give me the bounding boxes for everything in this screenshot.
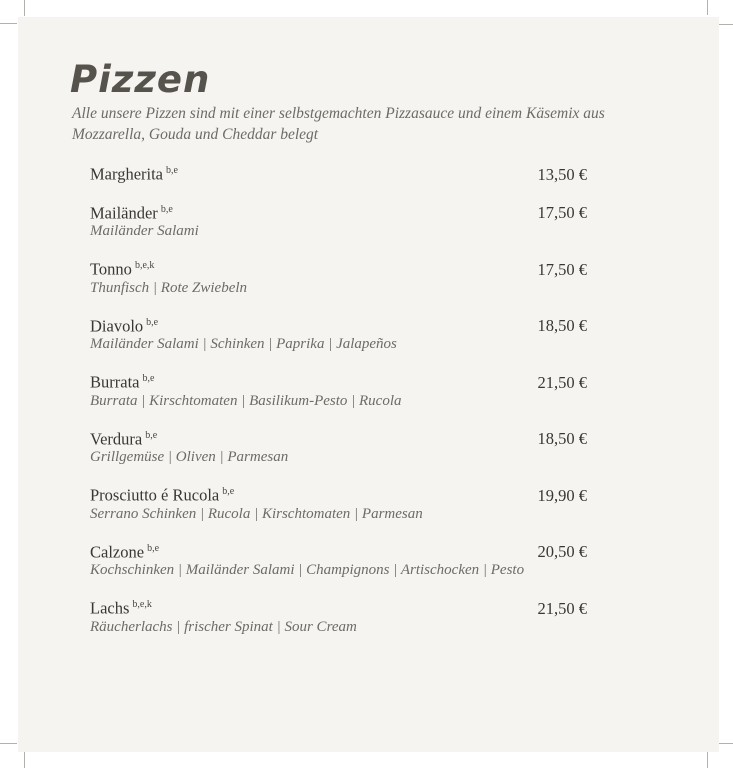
crop-mark-top-right-horizontal: [719, 24, 733, 25]
menu-item-mailaender: [90, 200, 587, 241]
item-price: 20,50 €: [537, 542, 587, 561]
item-allergens: b,e: [142, 373, 155, 384]
menu-item-diavolo: [90, 313, 587, 354]
section-subtitle: [72, 103, 605, 145]
item-price: 19,90 €: [537, 485, 587, 505]
crop-mark-top-right-vertical: [707, 0, 708, 15]
item-name: [90, 595, 152, 618]
crop-mark-bottom-right-vertical: [707, 752, 708, 768]
item-name-text: Calzone: [90, 542, 145, 561]
item-description: Mailänder Salami | Schinken | Paprika | Jalapeños: [90, 336, 397, 352]
item-description: Grillgemüse | Oliven | Parmesan: [90, 449, 289, 465]
crop-mark-bottom-right-horizontal: [719, 743, 733, 744]
menu-item-prosciutto-e-rucola: [90, 482, 587, 523]
item-price: 21,50 €: [537, 372, 587, 392]
menu-item-row: [90, 200, 587, 223]
menu-item-lachs: [90, 595, 587, 636]
section-subtitle-line1: Alle unsere Pizzen sind mit einer selbstgemachten Pizzasauce und einem Käsemix aus: [72, 105, 605, 122]
item-allergens: b,e: [166, 165, 178, 176]
crop-mark-bottom-left-horizontal: [0, 743, 17, 744]
item-allergens: b,e: [222, 486, 235, 497]
item-name-text: Margherita: [90, 164, 164, 184]
item-allergens: b,e: [146, 316, 159, 328]
item-description: Kochschinken | Mailänder Salami | Champignons | Artischocken | Pesto: [90, 562, 525, 578]
item-allergens: b,e: [160, 203, 173, 215]
item-description: Thunfisch | Rote Zwiebeln: [90, 279, 248, 296]
crop-mark-bottom-left-vertical: [24, 752, 25, 768]
item-name-text: Mailänder: [90, 203, 158, 222]
menu-item-row: [90, 426, 587, 449]
item-name: [90, 200, 173, 223]
section-subtitle-line2: Mozzarella, Gouda und Cheddar belegt: [72, 126, 319, 143]
menu-item-row: [90, 369, 587, 392]
item-allergens: b,e,k: [132, 599, 152, 610]
menu-item-row: [90, 256, 587, 279]
menu-list: [90, 161, 587, 652]
menu-item-row: [90, 482, 587, 505]
menu-item-row: [90, 595, 587, 618]
item-name: [90, 256, 154, 279]
menu-item-margherita: [90, 161, 587, 184]
item-name-text: Prosciutto é Rucola: [90, 485, 220, 505]
item-price: 18,50 €: [537, 316, 587, 335]
crop-mark-top-left-vertical: [24, 0, 25, 16]
menu-item-row: [90, 161, 587, 184]
item-name-text: Tonno: [90, 259, 132, 279]
menu-item-row: [90, 313, 587, 336]
item-price: 17,50 €: [537, 203, 587, 222]
item-price: 17,50 €: [537, 259, 587, 279]
item-name: [90, 313, 158, 336]
section-title: Pizzen: [70, 58, 211, 101]
item-description: Mailänder Salami: [90, 223, 199, 239]
item-name-text: Verdura: [90, 429, 143, 448]
menu-item-tonno: [90, 256, 587, 297]
item-price: 13,50 €: [537, 164, 587, 184]
menu-item-calzone: [90, 539, 587, 580]
item-name: [90, 161, 178, 184]
item-price: 18,50 €: [537, 429, 587, 448]
item-description: Serrano Schinken | Rucola | Kirschtomaten | Parmesan: [90, 505, 423, 522]
item-allergens: b,e: [147, 542, 160, 554]
item-name-text: Lachs: [90, 598, 130, 618]
item-description: Räucherlachs | frischer Spinat | Sour Cream: [90, 618, 357, 635]
item-allergens: b,e,k: [134, 260, 155, 271]
item-name: [90, 369, 154, 392]
item-allergens: b,e: [145, 429, 158, 441]
item-name: [90, 426, 157, 449]
menu-item-verdura: [90, 426, 587, 467]
menu-item-burrata: [90, 369, 587, 410]
menu-item-row: [90, 539, 587, 562]
item-description: Burrata | Kirschtomaten | Basilikum-Pesto | Rucola: [90, 392, 402, 409]
item-name: [90, 482, 234, 505]
item-price: 21,50 €: [537, 598, 587, 618]
crop-mark-top-left-horizontal: [0, 23, 17, 24]
item-name-text: Burrata: [90, 372, 140, 392]
item-name-text: Diavolo: [90, 316, 144, 335]
item-name: [90, 539, 159, 562]
